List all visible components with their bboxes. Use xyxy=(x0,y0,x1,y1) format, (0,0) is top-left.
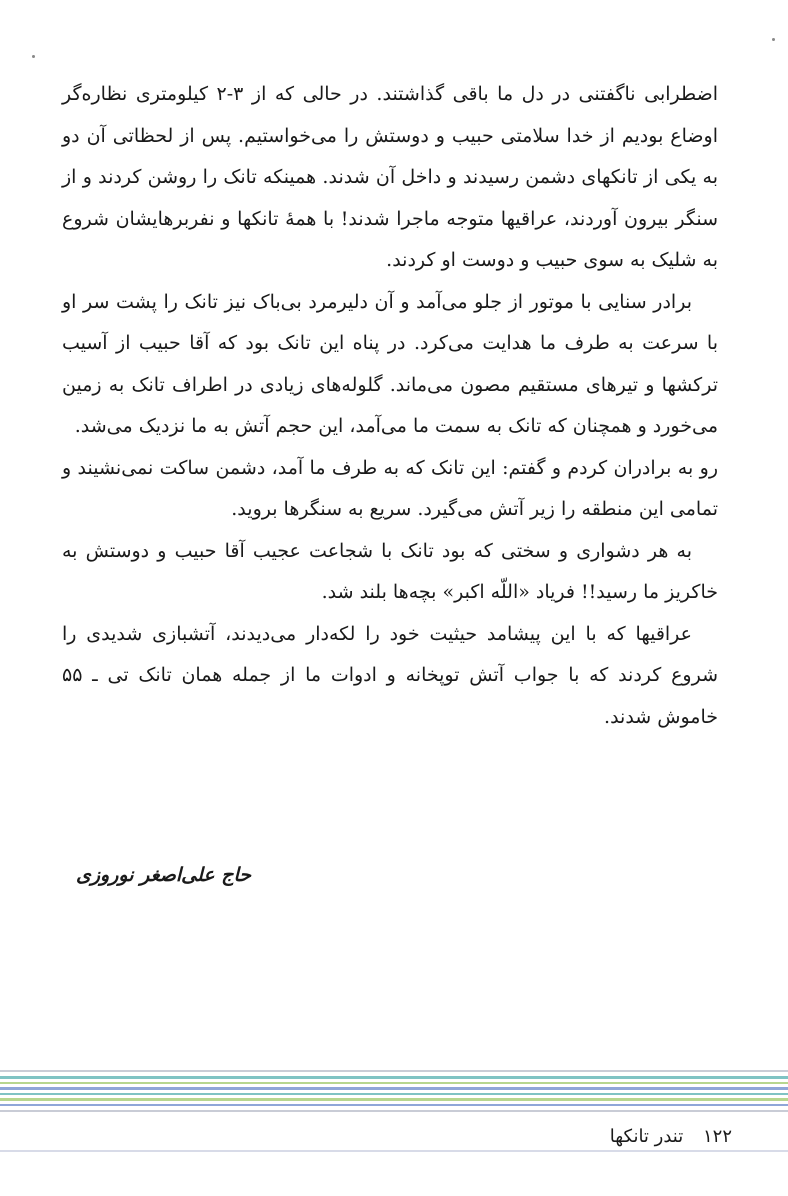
stripe-line xyxy=(0,1087,788,1090)
stripe-line xyxy=(0,1098,788,1101)
stripe-line xyxy=(0,1082,788,1084)
scan-speck xyxy=(32,55,35,58)
scan-speck xyxy=(772,38,775,41)
stripe-line xyxy=(0,1076,788,1079)
paragraph-3: رو به برادران کردم و گفتم: این تانک که به طرف ما آمد، دشمن ساکت نمی‌نشیند و تمامی این منطقه را زیر آتش می‌گیرد. سریع به سنگرها بروید. xyxy=(62,456,718,520)
stripe-line xyxy=(0,1070,788,1072)
book-title: تندر تانکها xyxy=(609,1126,684,1147)
stripe-line xyxy=(0,1093,788,1095)
decorative-stripes xyxy=(0,1062,788,1132)
stripe-line xyxy=(0,1110,788,1112)
author-signature: حاج علی‌اصغر نوروزی xyxy=(76,864,252,886)
page-footer xyxy=(610,1126,732,1147)
footer-rule xyxy=(0,1150,788,1152)
body-text xyxy=(62,74,718,738)
paragraph-2: برادر سنایی با موتور از جلو می‌آمد و آن دلیرمرد بی‌باک نیز تانک را پشت سر او با سرعت به طرف ما هدایت می‌کرد. در پناه این تانک بود که آقا حبیب از آسیب ترکشها و تیرهای مستقیم مصون می‌ماند. گلوله‌های زیادی در اطراف تانک به زمین می‌خورد و همچنان که تانک به سمت ما می‌آمد، این حجم آتش به ما نزدیک می‌شد. xyxy=(62,290,718,437)
stripe-line xyxy=(0,1104,788,1106)
paragraph-5: عراقیها که با این پیشامد حیثیت خود را لکه‌دار می‌دیدند، آتشبازی شدیدی را شروع کردند که با جواب آتش توپخانه و ادوات ما از جمله همان تانک تی ـ ۵۵ خاموش شدند. xyxy=(62,622,718,728)
paragraph-4: به هر دشواری و سختی که بود تانک با شجاعت عجیب آقا حبیب و دوستش به خاکریز ما رسید!! فریاد «اللّه اکبر» بچه‌ها بلند شد. xyxy=(62,539,718,603)
paragraph-1: اضطرابی ناگفتنی در دل ما باقی گذاشتند. در حالی که از ۳-۲ کیلومتری نظاره‌گر اوضاع بودیم از خدا سلامتی حبیب و دوستش را می‌خواستیم. پس از لحظاتی آن دو به یکی از تانکهای دشمن رسیدند و داخل آن شدند. همینکه تانک را روشن کردند و از سنگر بیرون آوردند، عراقیها متوجه ماجرا شدند! با همهٔ تانکها و نفربرهایشان شروع به شلیک به سوی حبیب و دوست او کردند. xyxy=(62,83,718,271)
page-number: ۱۲۲ xyxy=(702,1126,732,1147)
